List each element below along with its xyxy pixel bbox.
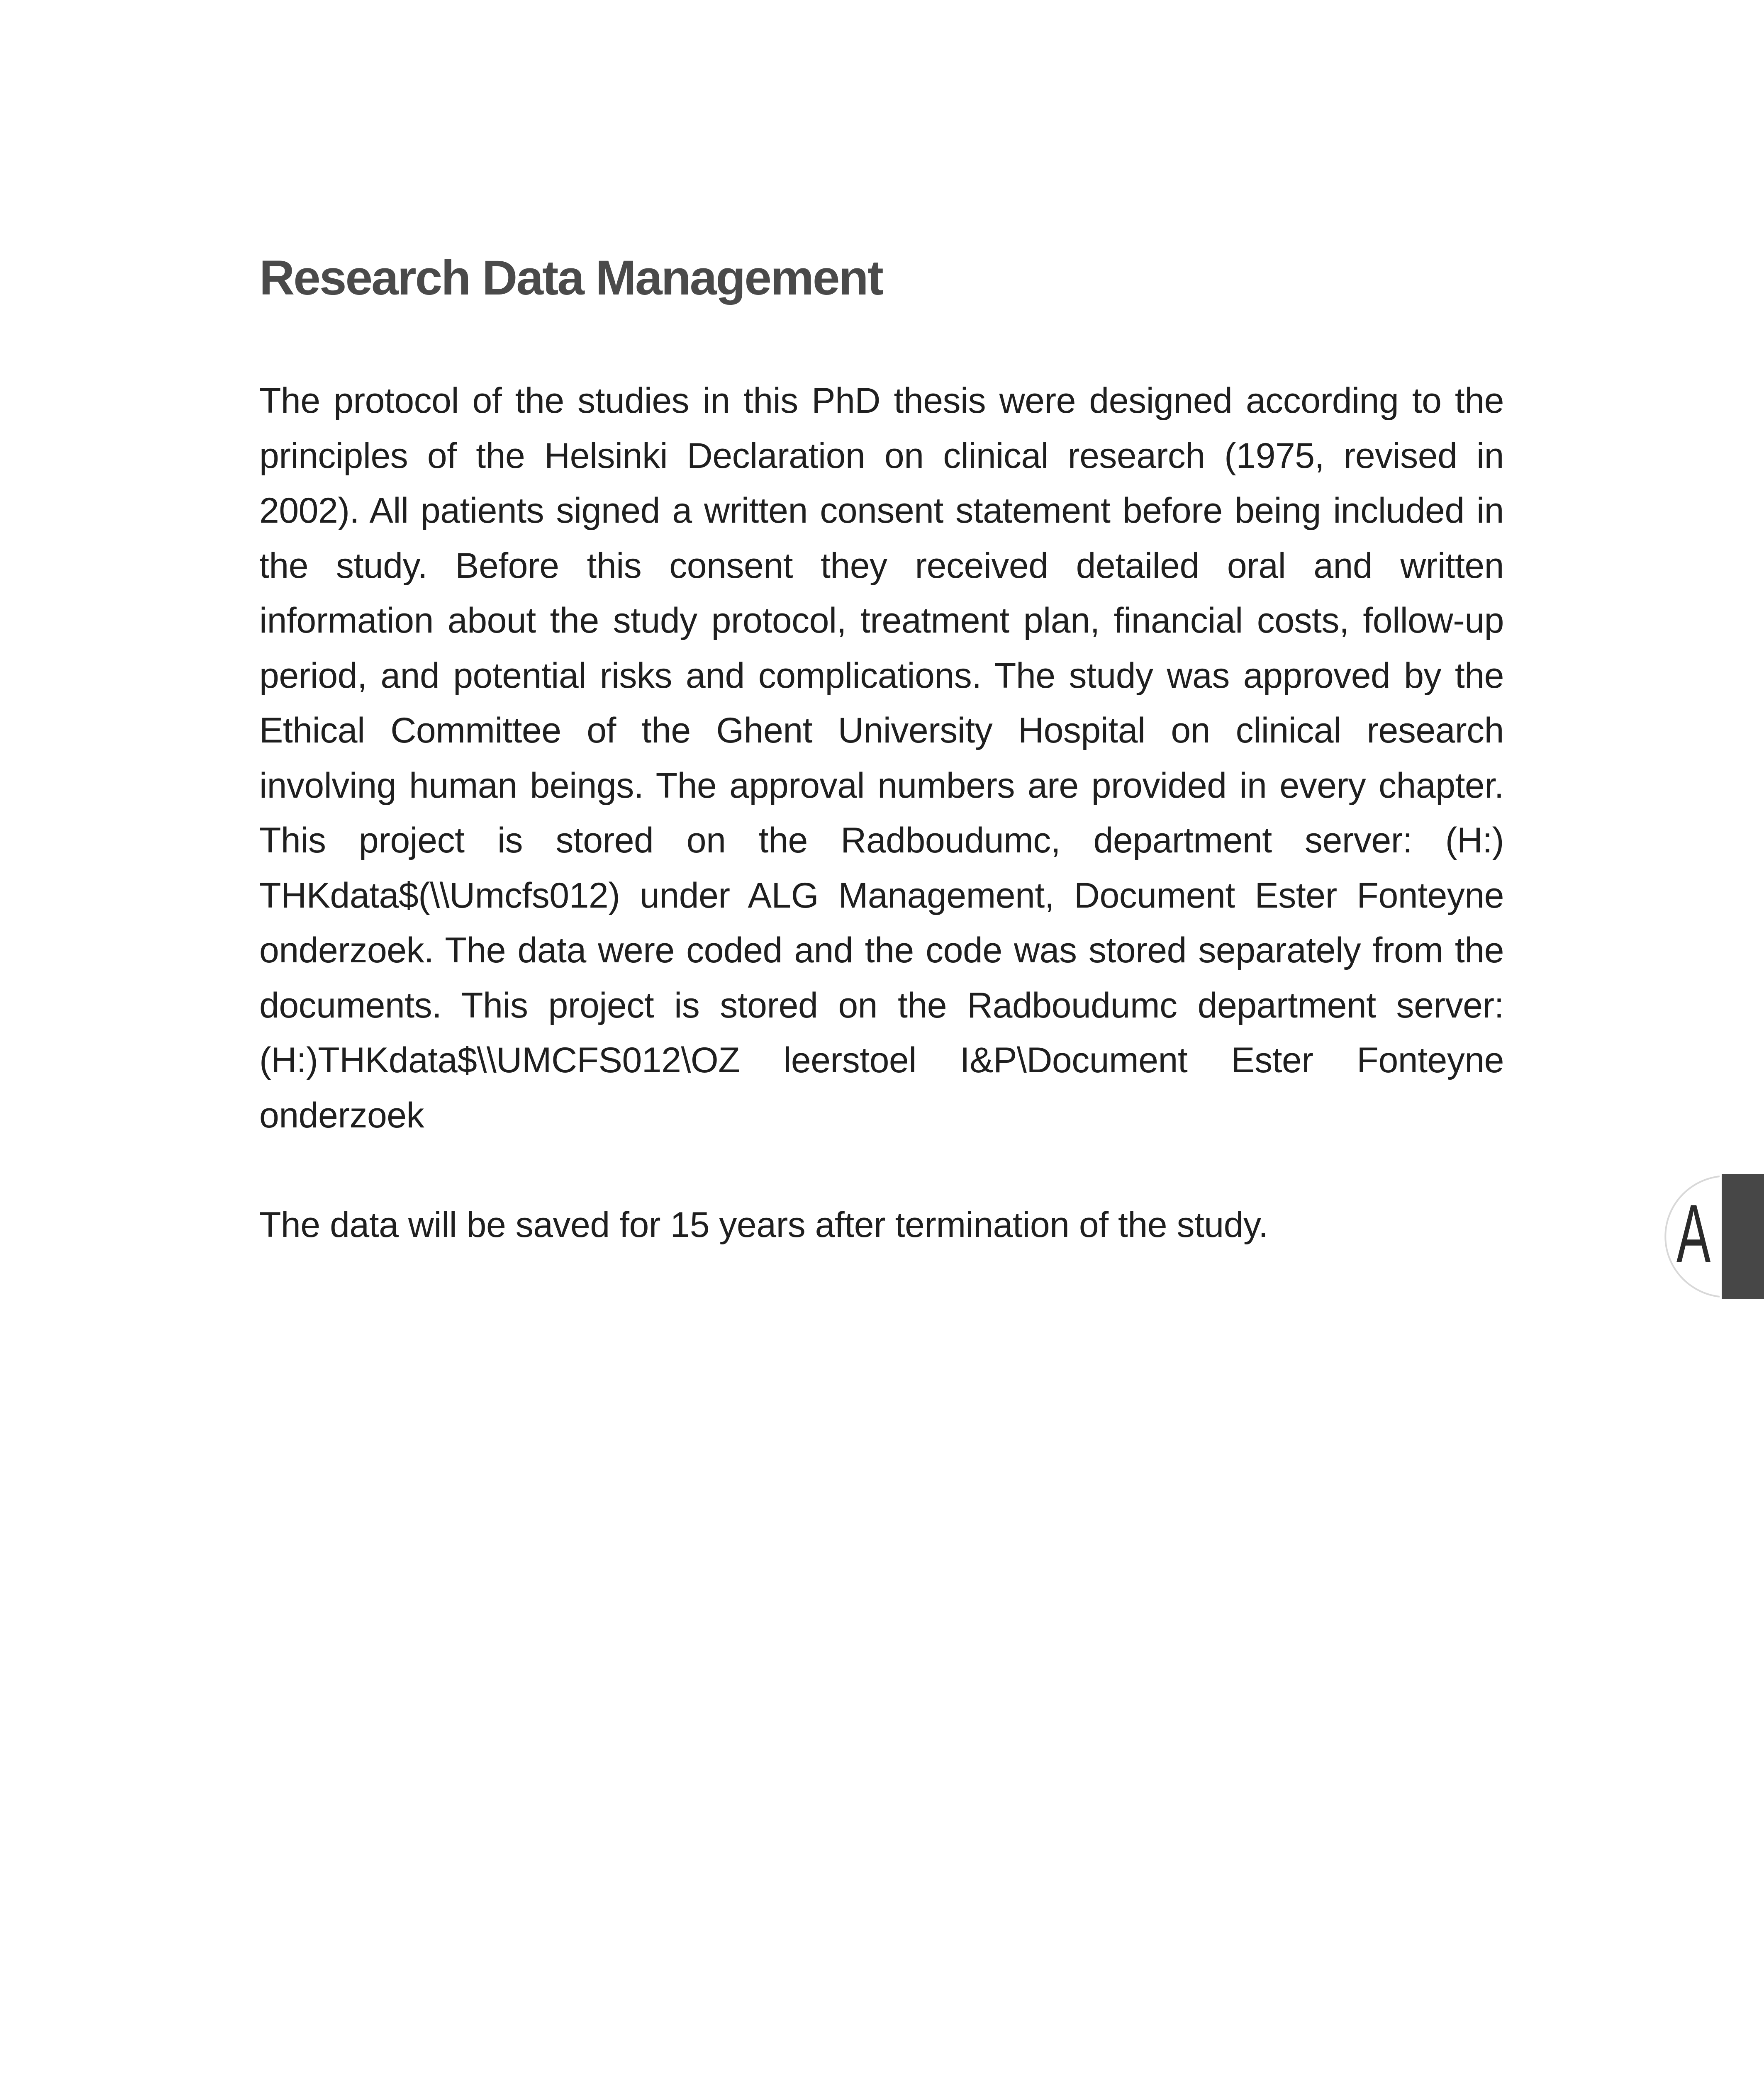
main-content bbox=[259, 245, 1504, 1253]
body-paragraph-2: The data will be saved for 15 years after termination of the study. bbox=[259, 1205, 1268, 1245]
body-paragraph-1: The protocol of the studies in this PhD thesis were designed according to the principles of the Helsinki Declaration on clinical research (1975, revised in 2002). All patients signed a written consent statement before being included in the study. Before this consent they received detailed oral and written information about the study protocol, treatment plan, financial costs, follow-up period, and potential risks and complications. The study was approved by the Ethical Committee of the Ghent University Hospital on clinical research involving human beings. The approval numbers are provided in every chapter. This project is stored on the Radboudumc, department server: (H:) THKdata$(\\Umcfs012) under ALG Management, Document Ester Fonteyne onderzoek. The data were coded and the code was stored separately from the documents. This project is stored on the Radboudumc department server: (H:)THKdata$\\UMCFS012\OZ leerstoel I&P\Document Ester Fonteyne onderzoek bbox=[259, 381, 1504, 1135]
chapter-tab-letter: A bbox=[1676, 1188, 1711, 1280]
chapter-tab bbox=[1655, 1174, 1764, 1299]
section-heading: Research Data Management bbox=[259, 251, 882, 305]
chapter-tab-bar bbox=[1722, 1174, 1764, 1299]
